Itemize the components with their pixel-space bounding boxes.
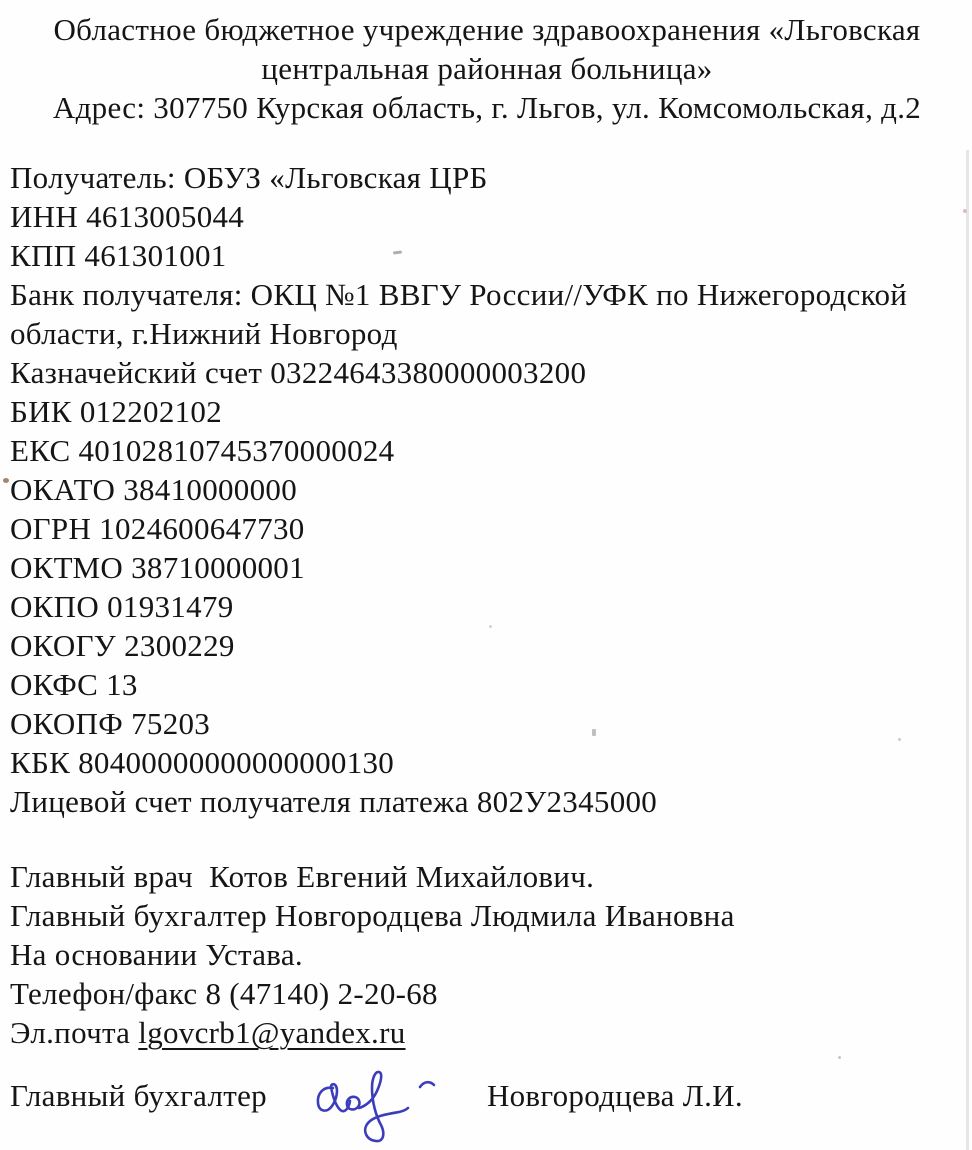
requisite-line-inn: ИНН 4613005044: [10, 199, 245, 234]
requisite-line-oktmo: ОКТМО 38710000001: [10, 550, 305, 585]
basis-line: На основании Устава.: [10, 937, 303, 972]
org-name-line1: Областное бюджетное учреждение здравоохранения «Льговская: [53, 12, 921, 47]
requisite-line-kbk: КБК 80400000000000000130: [10, 745, 395, 780]
requisite-line-kpp: КПП 461301001: [10, 238, 227, 273]
section-gap: [10, 821, 964, 857]
email-address: lgovcrb1@yandex.ru: [138, 1015, 406, 1050]
email-label: Эл.почта: [10, 1015, 139, 1050]
signature-row: [10, 1076, 964, 1150]
scan-speck: [3, 478, 9, 483]
contacts-block: [10, 857, 964, 1052]
requisite-line-bank-2: области, г.Нижний Новгород: [10, 316, 398, 351]
requisites-block: [10, 158, 964, 821]
requisite-line-okopf: ОКОПФ 75203: [10, 706, 211, 741]
email-line: [10, 1013, 964, 1052]
scan-edge-shadow: [966, 150, 969, 1150]
requisite-line-ogrn: ОГРН 1024600647730: [10, 511, 305, 546]
phone-fax-line: Телефон/факс 8 (47140) 2-20-68: [10, 976, 438, 1011]
signature-role-label: Главный бухгалтер: [10, 1078, 267, 1113]
scan-speck: [898, 738, 901, 741]
scan-speck: [489, 625, 492, 628]
requisite-line-okpo: ОКПО 01931479: [10, 589, 234, 624]
requisite-line-okogu: ОКОГУ 2300229: [10, 628, 235, 663]
requisite-line-okato: ОКАТО 38410000000: [10, 472, 297, 507]
requisite-line-okfs: ОКФС 13: [10, 667, 138, 702]
section-gap: [10, 127, 964, 158]
org-name-line2: центральная районная больница»: [261, 51, 713, 86]
requisite-line-eks: ЕКС 40102810745370000024: [10, 433, 395, 468]
requisite-line-bank-1: Банк получателя: ОКЦ №1 ВВГУ России//УФК по Нижегородской: [10, 277, 908, 312]
requisite-line-personal-account: Лицевой счет получателя платежа 802У2345000: [10, 784, 658, 819]
signatory-name: Новгородцева Л.И.: [486, 1078, 743, 1113]
requisite-line-bik: БИК 012202102: [10, 394, 223, 429]
handwritten-signature-icon: [311, 1070, 445, 1150]
scan-speck: [592, 729, 596, 736]
chief-accountant-line: Главный бухгалтер Новгородцева Людмила Ивановна: [10, 898, 735, 933]
requisite-line-treasury-account: Казначейский счет 03224643380000003200: [10, 355, 587, 390]
scan-speck: [838, 1056, 841, 1059]
org-address: Адрес: 307750 Курская область, г. Льгов, ул. Комсомольская, д.2: [52, 90, 922, 125]
chief-physician-line: Главный врач Котов Евгений Михайлович.: [10, 859, 595, 894]
requisite-line-recipient: Получатель: ОБУЗ «Льговская ЦРБ: [10, 160, 488, 195]
